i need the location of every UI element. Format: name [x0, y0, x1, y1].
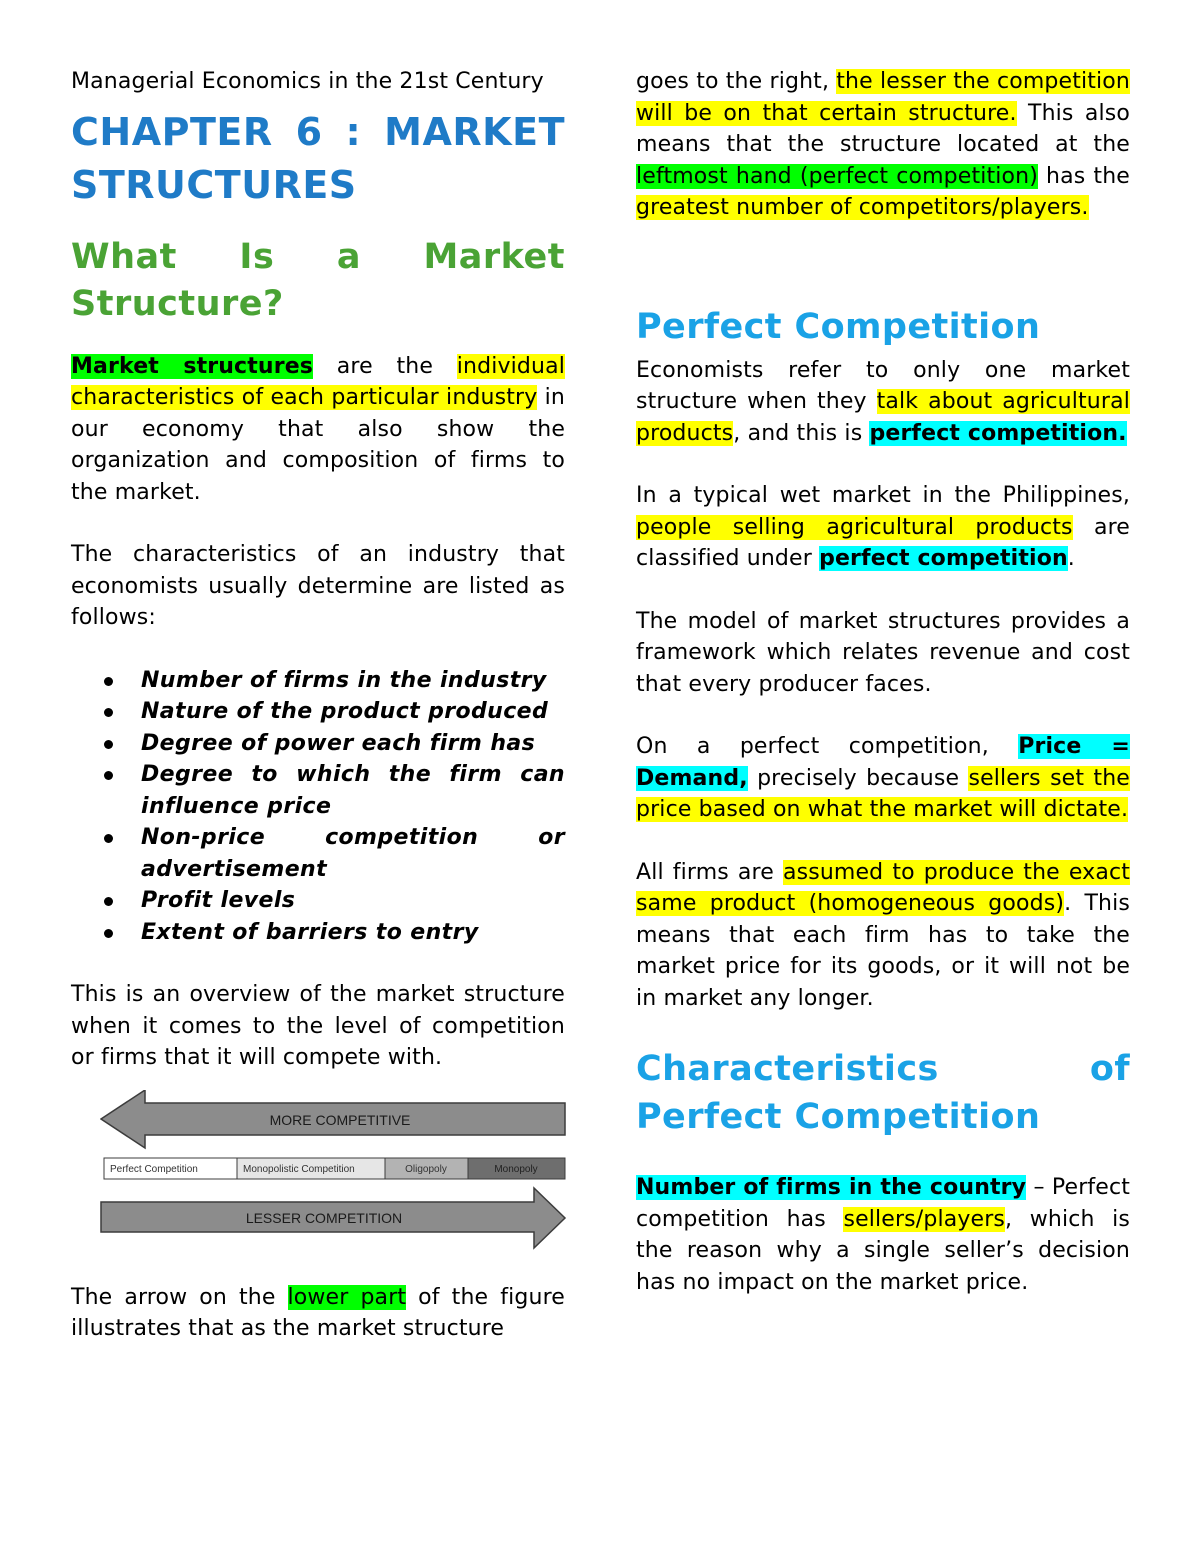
segment-label-monopolistic-competition: Monopolistic Competition	[243, 1163, 355, 1175]
market-structure-diagram	[100, 1090, 570, 1250]
paragraph-agricultural-products	[636, 355, 1130, 450]
bullet-icon	[104, 897, 113, 906]
text-run: This also means that the structure located at the	[636, 100, 1130, 157]
text-run: in our economy that also show the organization and composition of firms to the market.	[71, 385, 566, 505]
text-run: , and this is	[733, 420, 870, 446]
text-run: precisely because	[747, 765, 969, 791]
heading-characteristics-perfect-competition: Characteristics of Perfect Competition	[636, 1049, 1130, 1137]
bullet-icon	[104, 834, 113, 843]
list-item-text: Number of firms in the industry	[141, 667, 547, 693]
list-item-text: Profit levels	[141, 888, 296, 913]
heading-what-is-market-structure: What Is a Market Structure?	[71, 236, 565, 324]
text-run: of the figure illustrates that as the market structure	[71, 1284, 565, 1341]
text-run: Economists refer to only one market structure when they	[636, 357, 1130, 414]
list-item-text: Non-price competition or advertisement	[141, 825, 565, 882]
paragraph-number-of-firms	[636, 1172, 1130, 1298]
paragraph-competition-direction	[636, 66, 1130, 224]
text-run: The arrow on the	[71, 1284, 288, 1310]
highlight-perfect-competition: perfect competition.	[869, 420, 1127, 446]
text-run: are classified under	[636, 514, 1130, 571]
paragraph-market-structures-definition	[71, 351, 565, 509]
highlight-market-structures: Market structures	[71, 353, 314, 379]
list-item	[104, 759, 565, 822]
highlight-sellers-players: sellers/players	[843, 1206, 1006, 1232]
more-competitive-label: MORE COMPETITIVE	[269, 1111, 411, 1128]
right-column	[636, 66, 1130, 1298]
list-item	[104, 728, 565, 760]
text-run: are the	[313, 353, 457, 379]
segment-label-monopoly: Monopoly	[494, 1163, 538, 1175]
highlight-people-selling: people selling agricultural products	[636, 514, 1073, 540]
list-item	[104, 917, 565, 949]
bullet-icon	[104, 708, 113, 717]
highlight-talk-about-agricultural: talk about agricultural products	[636, 389, 1130, 446]
chapter-title: CHAPTER 6 : MARKET STRUCTURES	[71, 109, 565, 207]
highlight-perfect-competition-2: perfect competition	[819, 546, 1068, 571]
paragraph-characteristics-intro: The characteristics of an industry that economists usually determine are listed as follows:	[71, 542, 565, 630]
highlight-lesser-competition: the lesser the competition will be on that certain structure.	[636, 69, 1131, 126]
bullet-icon	[104, 677, 113, 686]
highlight-price-demand: Price = Demand,	[636, 734, 1130, 791]
market-structure-figure	[100, 1090, 570, 1250]
highlight-leftmost-hand: leftmost hand (perfect competition)	[636, 163, 1038, 189]
highlight-homogeneous-goods: assumed to produce the exact same product (homogeneous goods)	[636, 859, 1130, 916]
list-item	[104, 696, 565, 728]
list-item	[104, 885, 565, 917]
paragraph-price-demand	[636, 731, 1130, 826]
text-run: .	[1067, 546, 1075, 571]
list-item-text: Degree of power each firm has	[141, 730, 536, 756]
segment-label-perfect-competition: Perfect Competition	[110, 1163, 198, 1175]
text-run: . This means that each firm has to take the market price for its goods, or it will not be in market any longer.	[636, 891, 1131, 1011]
characteristics-list	[71, 665, 565, 949]
paragraph-wet-market	[636, 480, 1130, 575]
text-run: goes to the right,	[636, 69, 837, 94]
segment-label-oligopoly: Oligopoly	[405, 1163, 447, 1175]
list-item-text: Extent of barriers to entry	[141, 919, 479, 945]
lesser-competition-label: LESSER COMPETITION	[245, 1209, 403, 1226]
highlight-greatest-number: greatest number of competitors/players.	[636, 195, 1089, 220]
left-column	[71, 66, 565, 1345]
bullet-icon	[104, 929, 113, 938]
highlight-individual-characteristics: individual characteristics of each particular industry	[71, 353, 566, 410]
text-run: , which is the reason why a single seller’s decision has no impact on the market price.	[636, 1206, 1130, 1295]
paragraph-model-framework: The model of market structures provides a framework which relates revenue and cost that every producer faces.	[636, 608, 1130, 697]
paragraph-homogeneous-goods	[636, 857, 1130, 1015]
highlight-sellers-set-price: sellers set the price based on what the market will dictate.	[636, 765, 1130, 822]
list-item-text: Degree to which the firm can influence price	[141, 762, 565, 819]
course-title: Managerial Economics in the 21st Century	[71, 69, 544, 94]
text-run: has the	[1037, 163, 1130, 189]
heading-perfect-competition: Perfect Competition	[636, 306, 1041, 347]
paragraph-overview: This is an overview of the market structure when it comes to the level of competition or firms that it will compete with.	[71, 982, 565, 1070]
text-run: In a typical wet market in the Philippines,	[636, 483, 1130, 508]
text-run: On a perfect competition,	[636, 734, 1019, 759]
paragraph-arrow-explanation	[71, 1282, 565, 1345]
bullet-icon	[104, 771, 113, 780]
list-item-text: Nature of the product produced	[141, 699, 549, 724]
text-run: All firms are	[636, 859, 783, 885]
highlight-lower-part: lower part	[287, 1284, 407, 1310]
highlight-number-of-firms: Number of firms in the country	[636, 1175, 1027, 1200]
list-item	[104, 665, 565, 697]
bullet-icon	[104, 740, 113, 749]
list-item	[104, 822, 565, 885]
text-run: – Perfect competition has	[636, 1175, 1130, 1232]
